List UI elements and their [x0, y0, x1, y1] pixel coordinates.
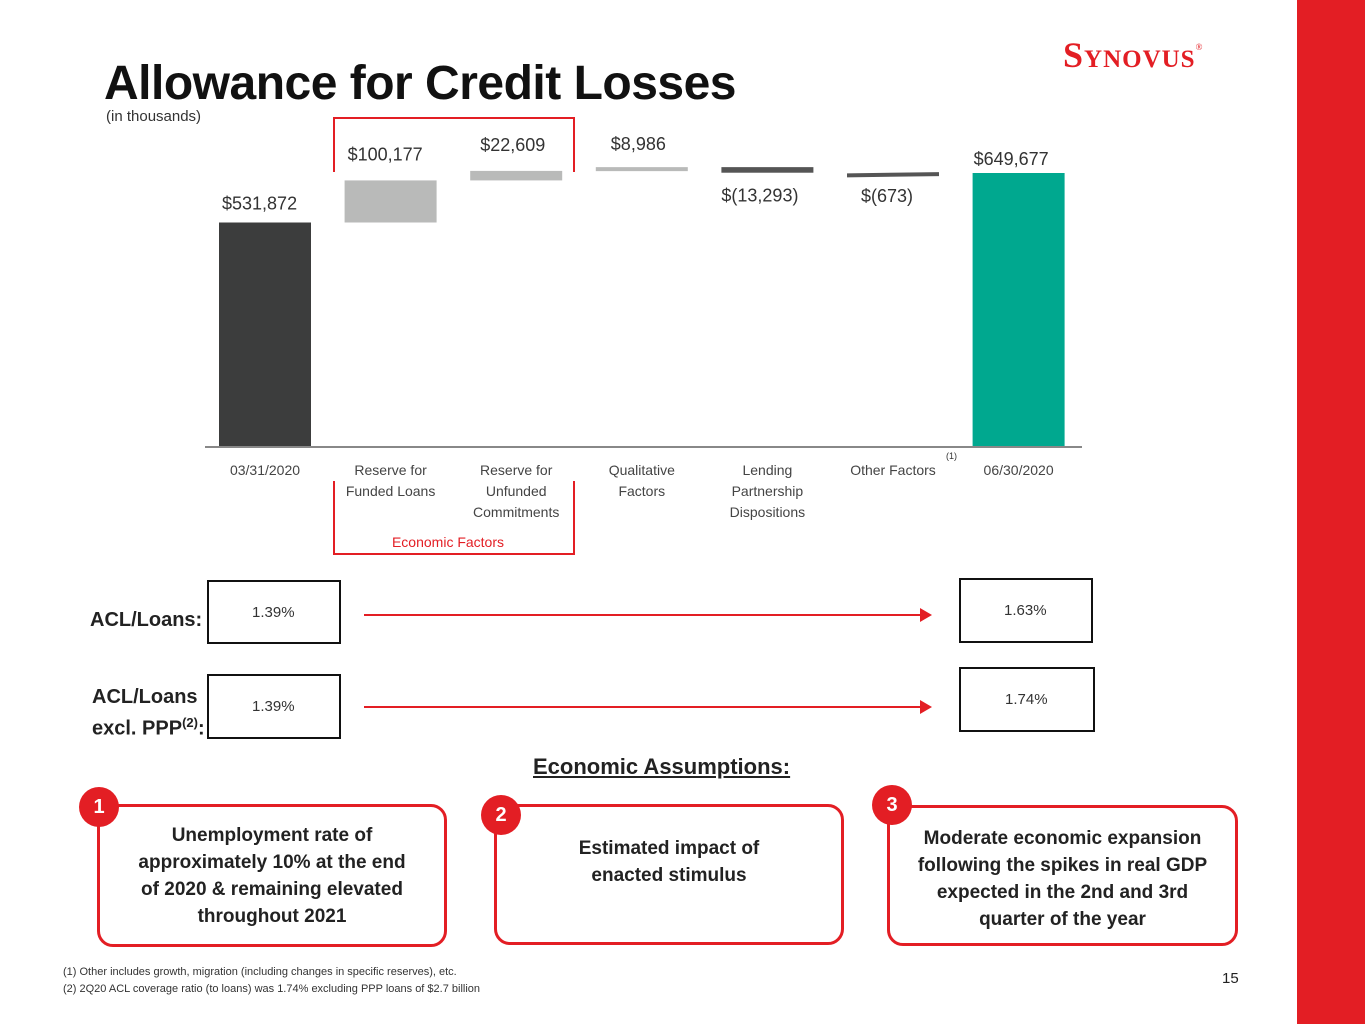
- assumption-number-badge: 2: [481, 795, 521, 835]
- ratio-label-line1: ACL/Loans: [92, 686, 198, 708]
- assumption-text: Estimated impact of enacted stimulus: [578, 837, 760, 886]
- x-tick-label: 06/30/2020: [983, 462, 1054, 478]
- x-tick-label: Unfunded: [485, 483, 547, 499]
- ratio-end-box: [959, 667, 1095, 732]
- ratio-label-line2: excl. PPP: [92, 717, 183, 740]
- assumption-card: [887, 805, 1238, 946]
- assumption-number-badge: 3: [872, 785, 912, 825]
- ratio-arrow: [364, 614, 930, 616]
- ratio-label-acl-loans: ACL/Loans:: [90, 609, 203, 631]
- bar-reserve-for-unfunded-commitments: [470, 171, 562, 181]
- assumptions-title: Economic Assumptions:: [533, 754, 791, 779]
- page-subtitle: (in thousands): [106, 108, 202, 125]
- x-tick-label: Qualitative: [608, 462, 675, 478]
- assumption-card: [97, 804, 447, 947]
- ratio-start-box: [207, 674, 341, 739]
- footnote-marker: (1): [946, 451, 957, 461]
- bar-03-31-2020: [219, 223, 311, 446]
- ratio-label-sup: (2): [182, 715, 198, 730]
- logo-mark: ®: [1195, 42, 1204, 52]
- bar-other-factors: [847, 172, 939, 177]
- ratio-arrow: [364, 706, 930, 708]
- assumption-card: [494, 804, 844, 945]
- x-tick-label: Funded Loans: [345, 483, 436, 499]
- x-tick-label: Reserve for: [354, 462, 427, 478]
- ratio-start-value: 1.39%: [252, 604, 295, 621]
- data-label: $22,609: [480, 134, 546, 155]
- footnote: (2) 2Q20 ACL coverage ratio (to loans) was 1.74% excluding PPP loans of $2.7 billion: [63, 983, 481, 995]
- page-number: 15: [1222, 970, 1239, 987]
- data-label: $531,872: [222, 193, 298, 214]
- x-tick-label: Dispositions: [729, 504, 806, 520]
- x-tick-label: 03/31/2020: [229, 462, 301, 478]
- bar-qualitative-factors: [596, 167, 688, 171]
- bar-reserve-for-funded-loans: [345, 180, 437, 222]
- footnote: (1) Other includes growth, migration (including changes in specific reserves), etc.: [63, 966, 457, 978]
- data-label: $100,177: [347, 144, 423, 165]
- ratio-label-acl-loans-excl-ppp: [92, 684, 205, 742]
- logo-text: Synovus: [1063, 35, 1196, 75]
- ratio-end-box: [959, 578, 1093, 643]
- x-tick-label: Other Factors: [850, 462, 936, 478]
- bar-lending-partnership-dispositions: [721, 167, 813, 173]
- x-tick-label: Partnership: [731, 483, 804, 499]
- x-tick-label: Factors: [618, 483, 666, 499]
- x-tick-label: Reserve for: [480, 462, 553, 478]
- bar-06-30-2020: [973, 173, 1065, 446]
- data-label: $8,986: [610, 134, 666, 155]
- x-tick-label: Commitments: [473, 504, 560, 520]
- assumption-text: Moderate economic expansion following the spikes in real GDP expected in the 2nd and 3rd quarter of the year: [917, 827, 1208, 930]
- ratio-end-value: 1.74%: [1005, 691, 1048, 708]
- data-label: $649,677: [973, 149, 1049, 169]
- ratio-end-value: 1.63%: [1004, 602, 1047, 619]
- x-tick-label: Lending: [742, 462, 793, 478]
- assumption-text: Unemployment rate of approximately 10% at the end of 2020 & remaining elevated throughout 2021: [138, 824, 406, 927]
- ratio-start-value: 1.39%: [252, 698, 295, 715]
- side-accent-bar: [1297, 0, 1365, 1024]
- economic-factors-label: Economic Factors: [391, 534, 505, 550]
- data-label: $(673): [861, 185, 914, 206]
- ratio-start-box: [207, 580, 341, 644]
- page-title: Allowance for Credit Losses: [104, 57, 736, 110]
- waterfall-chart: [0, 0, 1100, 560]
- data-label: $(13,293): [721, 185, 799, 206]
- assumption-number-badge: 1: [79, 787, 119, 827]
- ratio-label-suffix: :: [197, 717, 205, 740]
